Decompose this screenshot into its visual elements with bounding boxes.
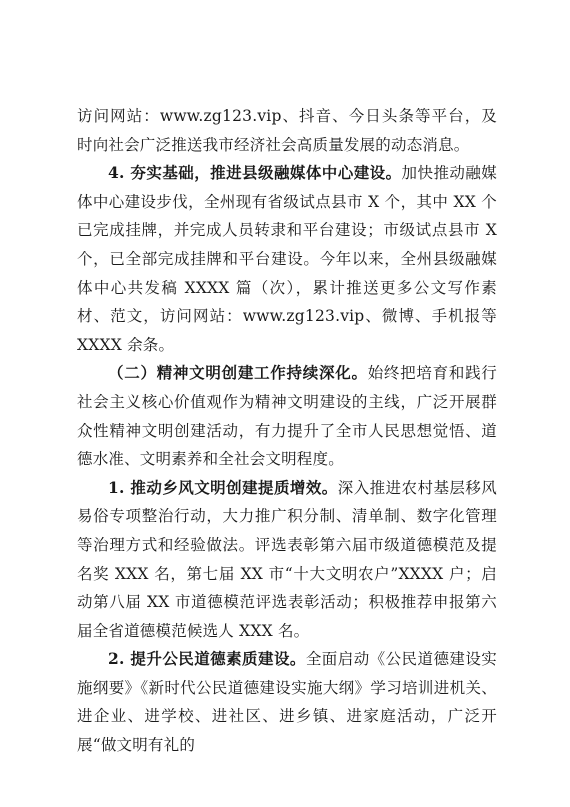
section-heading: （二）精神文明创建工作持续深化。 bbox=[108, 363, 368, 383]
paragraph-text: 全面启动《公民道德建设实施纲要》《新时代公民道德建设实施大纲》学习培训进机关、进企业、进学校、进社区、进乡镇、进家庭活动，广泛开展“做文明有礼的 bbox=[77, 650, 497, 755]
paragraph-text: 访问网站：www.zg123.vip、抖音、今日头条等平台，及时向社会广泛推送我市经济社会高质量发展的动态消息。 bbox=[77, 107, 497, 154]
paragraph-rural-civilization bbox=[77, 474, 497, 646]
paragraph-spiritual-civilization bbox=[77, 359, 497, 473]
paragraph-media-promotion bbox=[77, 102, 497, 159]
paragraph-heading: 4. 夯实基础，推进县级融媒体中心建设。 bbox=[108, 163, 402, 183]
paragraph-text: 加快推动融媒体中心建设步伐，全州现有省级试点县市 X 个，其中 XX 个已完成挂牌，并完成人员转隶和平台建设；市级试点县市 X 个，已全部完成挂牌和平台建设。今年以来，全州县级融媒体中心共发稿 XXXX 篇（次），累计推送更多公文写作素材、范文，访问网站：www.zg123.vip、微博、手机报等 XXXX 余条。 bbox=[77, 164, 497, 354]
document-body bbox=[77, 102, 497, 760]
paragraph-text: 始终把培育和践行社会主义核心价值观作为精神文明建设的主线，广泛开展群众性精神文明创建活动，有力提升了全市人民思想觉悟、道德水准、文明素养和全社会文明程度。 bbox=[77, 364, 497, 469]
paragraph-text: 深入推进农村基层移风易俗专项整治行动，大力推广积分制、清单制、数字化管理等治理方式和经验做法。评选表彰第六届市级道德模范及提名奖 XXX 名，第七届 XX 市“十大文明农户”XXXX 户；启动第八届 XX 市道德模范评选表彰活动；积极推荐申报第六届全省道德模范候选人 XXX 名。 bbox=[77, 478, 497, 640]
paragraph-county-media-center bbox=[77, 159, 497, 359]
paragraph-heading: 1. 推动乡风文明创建提质增效。 bbox=[108, 477, 338, 497]
paragraph-citizen-morality bbox=[77, 645, 497, 759]
paragraph-heading: 2. 提升公民道德素质建设。 bbox=[108, 649, 306, 669]
